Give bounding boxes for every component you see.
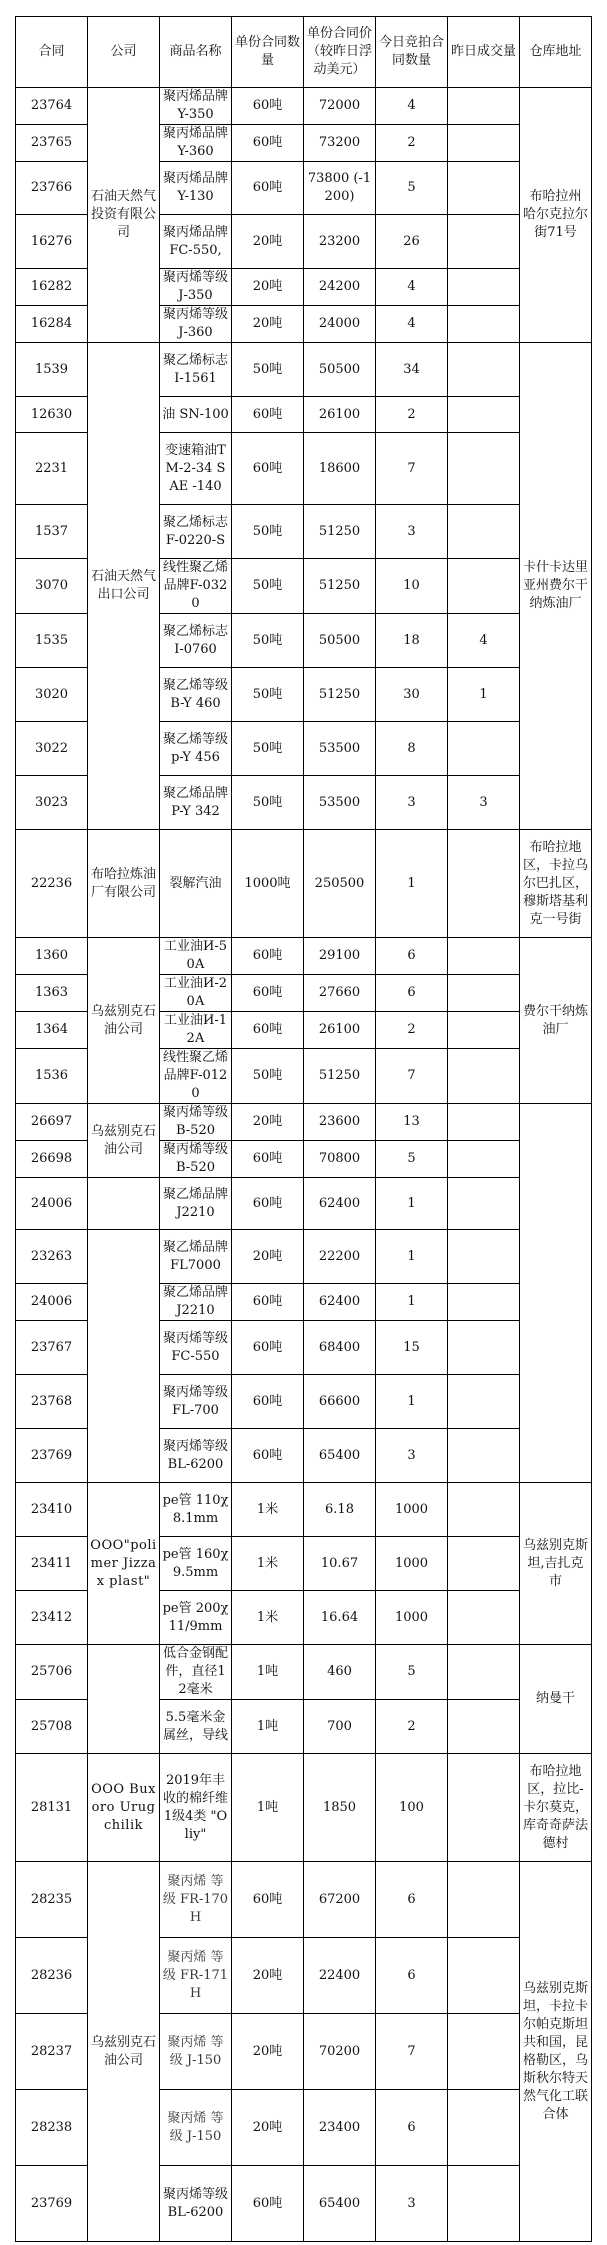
cell-contract: 16282 (16, 269, 88, 306)
cell-contract: 24006 (16, 1284, 88, 1321)
cell-today: 7 (376, 433, 448, 505)
cell-qty: 50吨 (232, 614, 304, 668)
cell-today: 7 (376, 1049, 448, 1104)
cell-yesterday (448, 162, 520, 215)
cell-product: 聚乙烯品牌J2210 (160, 1178, 232, 1230)
cell-product: pe管 160χ 9.5mm (160, 1537, 232, 1591)
cell-yesterday (448, 2014, 520, 2090)
cell-price: 50500 (304, 343, 376, 397)
table-row (16, 1104, 592, 1141)
cell-qty: 1000吨 (232, 830, 304, 938)
cell-contract: 3023 (16, 776, 88, 830)
cell-yesterday (448, 215, 520, 269)
cell-price: 26100 (304, 397, 376, 433)
cell-price: 65400 (304, 1429, 376, 1483)
table-row (16, 1178, 592, 1230)
cell-product: 聚乙烯品牌 FL7000 (160, 1230, 232, 1284)
cell-contract: 1539 (16, 343, 88, 397)
cell-today: 8 (376, 722, 448, 776)
cell-company: OOO Buxoro Urugchilik (88, 1754, 160, 1862)
cell-product: 工业油И-20А (160, 975, 232, 1012)
cell-warehouse (520, 1104, 592, 1483)
cell-price: 50500 (304, 614, 376, 668)
cell-today: 2 (376, 125, 448, 162)
table-row (16, 938, 592, 975)
cell-yesterday (448, 1862, 520, 1938)
cell-product: 聚丙烯 等级 FR-171 H (160, 1938, 232, 2014)
cell-company (88, 1645, 160, 1754)
cell-yesterday (448, 125, 520, 162)
cell-warehouse: 布哈拉州 哈尔克拉尔街71号 (520, 88, 592, 343)
cell-qty: 20吨 (232, 269, 304, 306)
cell-today: 5 (376, 1645, 448, 1700)
cell-yesterday: 4 (448, 614, 520, 668)
cell-qty: 50吨 (232, 722, 304, 776)
cell-contract: 1535 (16, 614, 88, 668)
cell-warehouse: 卡什卡达里亚州费尔干纳炼油厂 (520, 343, 592, 830)
cell-contract: 23765 (16, 125, 88, 162)
table-row (16, 343, 592, 397)
cell-qty: 1吨 (232, 1645, 304, 1700)
cell-contract: 28235 (16, 1862, 88, 1938)
cell-qty: 20吨 (232, 1104, 304, 1141)
header-qty: 单份合同数量 (232, 17, 304, 88)
cell-warehouse: 费尔干纳炼油厂 (520, 938, 592, 1104)
cell-price: 51250 (304, 1049, 376, 1104)
cell-price: 70800 (304, 1141, 376, 1178)
cell-price: 1850 (304, 1754, 376, 1862)
cell-warehouse: 乌兹别克斯坦,吉扎克市 (520, 1483, 592, 1645)
cell-product: 聚乙烯标志 F-0220-S (160, 505, 232, 559)
cell-qty: 1米 (232, 1591, 304, 1645)
cell-yesterday (448, 1321, 520, 1375)
cell-company: 乌兹别克石油公司 (88, 938, 160, 1104)
cell-price: 72000 (304, 88, 376, 125)
cell-company (88, 1178, 160, 1230)
cell-qty: 60吨 (232, 125, 304, 162)
cell-qty: 20吨 (232, 2090, 304, 2166)
cell-qty: 60吨 (232, 938, 304, 975)
contracts-table (15, 16, 592, 2242)
cell-qty: 20吨 (232, 215, 304, 269)
cell-today: 1 (376, 1375, 448, 1429)
cell-today: 5 (376, 162, 448, 215)
cell-qty: 60吨 (232, 1284, 304, 1321)
cell-yesterday (448, 938, 520, 975)
cell-contract: 23769 (16, 1429, 88, 1483)
cell-yesterday (448, 1938, 520, 2014)
cell-today: 2 (376, 1012, 448, 1049)
cell-yesterday (448, 1230, 520, 1284)
cell-today: 7 (376, 2014, 448, 2090)
cell-today: 34 (376, 343, 448, 397)
cell-qty: 60吨 (232, 1862, 304, 1938)
cell-price: 22400 (304, 1938, 376, 2014)
cell-today: 6 (376, 938, 448, 975)
cell-price: 27660 (304, 975, 376, 1012)
cell-today: 3 (376, 2166, 448, 2242)
cell-qty: 60吨 (232, 88, 304, 125)
header-today-count: 今日竞拍合同数量 (376, 17, 448, 88)
cell-warehouse: 布哈拉地区，卡拉乌尔巴扎区，穆斯塔基利克一号街 (520, 830, 592, 938)
cell-yesterday (448, 343, 520, 397)
cell-today: 26 (376, 215, 448, 269)
cell-price: 24200 (304, 269, 376, 306)
cell-contract: 26698 (16, 1141, 88, 1178)
cell-price: 10.67 (304, 1537, 376, 1591)
cell-contract: 22236 (16, 830, 88, 938)
cell-product: 工业油И-50А (160, 938, 232, 975)
cell-today: 1000 (376, 1591, 448, 1645)
cell-yesterday: 1 (448, 668, 520, 722)
cell-contract: 23764 (16, 88, 88, 125)
cell-product: 低合金钢配件，直径12毫米 (160, 1645, 232, 1700)
cell-price: 53500 (304, 776, 376, 830)
cell-today: 6 (376, 975, 448, 1012)
cell-price: 700 (304, 1700, 376, 1754)
cell-today: 4 (376, 269, 448, 306)
cell-price: 67200 (304, 1862, 376, 1938)
cell-product: 聚乙烯等级B-Y 460 (160, 668, 232, 722)
table-row (16, 1483, 592, 1537)
cell-product: 聚丙烯等级J-360 (160, 306, 232, 343)
cell-qty: 60吨 (232, 1429, 304, 1483)
cell-yesterday (448, 1754, 520, 1862)
table-row (16, 88, 592, 125)
cell-price: 24000 (304, 306, 376, 343)
cell-product: 线性聚乙烯品牌F-0320 (160, 559, 232, 614)
cell-product: 聚丙烯等级B-520 (160, 1141, 232, 1178)
cell-price: 53500 (304, 722, 376, 776)
cell-qty: 1吨 (232, 1700, 304, 1754)
cell-qty: 60吨 (232, 1012, 304, 1049)
cell-product: 聚丙烯等级BL-6200 (160, 2166, 232, 2242)
cell-company: OOO"polimer Jizzax plast" (88, 1483, 160, 1645)
cell-price: 66600 (304, 1375, 376, 1429)
cell-contract: 28237 (16, 2014, 88, 2090)
cell-product: 5.5毫米金属丝，导线 (160, 1700, 232, 1754)
cell-product: 聚丙烯品牌Y-130 (160, 162, 232, 215)
cell-contract: 26697 (16, 1104, 88, 1141)
cell-today: 4 (376, 88, 448, 125)
cell-today: 6 (376, 1938, 448, 2014)
cell-yesterday (448, 505, 520, 559)
cell-yesterday (448, 1012, 520, 1049)
cell-yesterday: 3 (448, 776, 520, 830)
cell-yesterday (448, 1104, 520, 1141)
cell-company: 布哈拉炼油厂有限公司 (88, 830, 160, 938)
cell-qty: 1米 (232, 1537, 304, 1591)
cell-today: 1000 (376, 1483, 448, 1537)
header-warehouse: 仓库地址 (520, 17, 592, 88)
cell-company: 乌兹别克石油公司 (88, 1104, 160, 1178)
cell-contract: 1360 (16, 938, 88, 975)
table-row (16, 1645, 592, 1700)
cell-product: 聚丙烯品牌Y-360 (160, 125, 232, 162)
cell-qty: 60吨 (232, 975, 304, 1012)
cell-price: 460 (304, 1645, 376, 1700)
cell-yesterday (448, 397, 520, 433)
cell-yesterday (448, 559, 520, 614)
cell-product: 聚丙烯品牌Y-350 (160, 88, 232, 125)
cell-price: 70200 (304, 2014, 376, 2090)
cell-today: 13 (376, 1104, 448, 1141)
header-contract: 合同 (16, 17, 88, 88)
cell-company: 乌兹别克石油公司 (88, 1862, 160, 2242)
cell-product: 聚丙烯等级FL-700 (160, 1375, 232, 1429)
cell-qty: 60吨 (232, 1375, 304, 1429)
header-product: 商品名称 (160, 17, 232, 88)
cell-company: 石油天然气出口公司 (88, 343, 160, 830)
cell-qty: 60吨 (232, 433, 304, 505)
cell-qty: 60吨 (232, 162, 304, 215)
cell-yesterday (448, 306, 520, 343)
cell-yesterday (448, 1537, 520, 1591)
cell-product: pe管 110χ 8.1mm (160, 1483, 232, 1537)
cell-product: 聚丙烯 等级 J-150 (160, 2014, 232, 2090)
header-company: 公司 (88, 17, 160, 88)
cell-today: 5 (376, 1141, 448, 1178)
cell-qty: 20吨 (232, 2014, 304, 2090)
cell-qty: 50吨 (232, 776, 304, 830)
cell-price: 51250 (304, 559, 376, 614)
cell-contract: 23263 (16, 1230, 88, 1284)
cell-price: 23200 (304, 215, 376, 269)
cell-qty: 20吨 (232, 1230, 304, 1284)
cell-yesterday (448, 1141, 520, 1178)
cell-product: 聚丙烯等级B-520 (160, 1104, 232, 1141)
cell-product: 油 SN-100 (160, 397, 232, 433)
cell-contract: 16284 (16, 306, 88, 343)
cell-yesterday (448, 2166, 520, 2242)
cell-contract: 24006 (16, 1178, 88, 1230)
cell-price: 23400 (304, 2090, 376, 2166)
cell-product: 线性聚乙烯品牌F-0120 (160, 1049, 232, 1104)
cell-today: 1000 (376, 1537, 448, 1591)
cell-price: 73800 (-1200) (304, 162, 376, 215)
cell-product: 工业油И-12А (160, 1012, 232, 1049)
cell-product: 2019年丰收的棉纤维1级4类 "Oliy" (160, 1754, 232, 1862)
cell-product: 聚丙烯品牌FC-550, (160, 215, 232, 269)
cell-today: 10 (376, 559, 448, 614)
cell-contract: 3070 (16, 559, 88, 614)
cell-contract: 28236 (16, 1938, 88, 2014)
cell-yesterday (448, 433, 520, 505)
cell-yesterday (448, 1178, 520, 1230)
cell-yesterday (448, 1645, 520, 1700)
cell-today: 1 (376, 830, 448, 938)
cell-price: 22200 (304, 1230, 376, 1284)
cell-today: 15 (376, 1321, 448, 1375)
cell-price: 62400 (304, 1284, 376, 1321)
cell-price: 250500 (304, 830, 376, 938)
cell-company (88, 1230, 160, 1483)
cell-yesterday (448, 1284, 520, 1321)
header-price: 单份合同价（较昨日浮动美元） (304, 17, 376, 88)
cell-yesterday (448, 1483, 520, 1537)
cell-product: 聚乙烯品牌J2210 (160, 1284, 232, 1321)
cell-contract: 23768 (16, 1375, 88, 1429)
cell-product: 变速箱油TM-2-34 SAE -140 (160, 433, 232, 505)
cell-price: 73200 (304, 125, 376, 162)
cell-yesterday (448, 1591, 520, 1645)
header-yesterday-volume: 昨日成交量 (448, 17, 520, 88)
cell-contract: 23769 (16, 2166, 88, 2242)
cell-price: 51250 (304, 668, 376, 722)
cell-today: 1 (376, 1284, 448, 1321)
table-row (16, 1230, 592, 1284)
cell-contract: 23411 (16, 1537, 88, 1591)
cell-product: 聚丙烯等级BL-6200 (160, 1429, 232, 1483)
cell-qty: 1吨 (232, 1754, 304, 1862)
cell-contract: 1537 (16, 505, 88, 559)
cell-price: 65400 (304, 2166, 376, 2242)
cell-product: 聚丙烯 等级 J-150 (160, 2090, 232, 2166)
cell-yesterday (448, 830, 520, 938)
cell-price: 6.18 (304, 1483, 376, 1537)
cell-contract: 25708 (16, 1700, 88, 1754)
cell-qty: 60吨 (232, 1321, 304, 1375)
cell-contract: 23410 (16, 1483, 88, 1537)
cell-product: 聚乙烯等级p-Y 456 (160, 722, 232, 776)
table-row (16, 830, 592, 938)
cell-qty: 60吨 (232, 2166, 304, 2242)
cell-contract: 1363 (16, 975, 88, 1012)
cell-contract: 2231 (16, 433, 88, 505)
cell-warehouse: 布哈拉地区，拉比-卡尔莫克，库奇奇萨法德村 (520, 1754, 592, 1862)
cell-product: 聚乙烯标志I-0760 (160, 614, 232, 668)
cell-price: 29100 (304, 938, 376, 975)
cell-product: pe管 200χ 11/9mm (160, 1591, 232, 1645)
header-row (16, 17, 592, 88)
cell-today: 6 (376, 1862, 448, 1938)
cell-contract: 3022 (16, 722, 88, 776)
cell-yesterday (448, 975, 520, 1012)
cell-contract: 23766 (16, 162, 88, 215)
cell-today: 1 (376, 1230, 448, 1284)
cell-contract: 23412 (16, 1591, 88, 1645)
cell-warehouse: 乌兹别克斯坦，卡拉卡尔帕克斯坦共和国，昆格勒区，乌斯秋尔特天然气化工联合体 (520, 1862, 592, 2242)
cell-today: 3 (376, 776, 448, 830)
cell-price: 18600 (304, 433, 376, 505)
table-row (16, 1754, 592, 1862)
cell-contract: 28131 (16, 1754, 88, 1862)
cell-yesterday (448, 1700, 520, 1754)
cell-yesterday (448, 1429, 520, 1483)
cell-product: 聚丙烯等级FC-550 (160, 1321, 232, 1375)
cell-qty: 50吨 (232, 343, 304, 397)
cell-today: 2 (376, 1700, 448, 1754)
cell-today: 100 (376, 1754, 448, 1862)
cell-price: 26100 (304, 1012, 376, 1049)
cell-product: 聚乙烯标志I-1561 (160, 343, 232, 397)
cell-qty: 60吨 (232, 397, 304, 433)
cell-contract: 12630 (16, 397, 88, 433)
cell-qty: 1米 (232, 1483, 304, 1537)
cell-price: 23600 (304, 1104, 376, 1141)
cell-company: 石油天然气投资有限公司 (88, 88, 160, 343)
cell-contract: 1364 (16, 1012, 88, 1049)
cell-price: 62400 (304, 1178, 376, 1230)
cell-contract: 28238 (16, 2090, 88, 2166)
cell-qty: 50吨 (232, 505, 304, 559)
cell-product: 聚丙烯等级J-350 (160, 269, 232, 306)
cell-product: 聚丙烯 等级 FR-170 H (160, 1862, 232, 1938)
cell-contract: 1536 (16, 1049, 88, 1104)
cell-today: 30 (376, 668, 448, 722)
cell-product: 裂解汽油 (160, 830, 232, 938)
cell-contract: 23767 (16, 1321, 88, 1375)
cell-today: 18 (376, 614, 448, 668)
cell-today: 3 (376, 1429, 448, 1483)
cell-qty: 20吨 (232, 306, 304, 343)
cell-today: 3 (376, 505, 448, 559)
cell-yesterday (448, 1375, 520, 1429)
cell-yesterday (448, 722, 520, 776)
cell-yesterday (448, 88, 520, 125)
cell-qty: 50吨 (232, 1049, 304, 1104)
cell-yesterday (448, 1049, 520, 1104)
cell-qty: 60吨 (232, 1141, 304, 1178)
cell-contract: 3020 (16, 668, 88, 722)
cell-price: 16.64 (304, 1591, 376, 1645)
cell-today: 2 (376, 397, 448, 433)
cell-contract: 25706 (16, 1645, 88, 1700)
cell-warehouse: 纳曼干 (520, 1645, 592, 1754)
cell-yesterday (448, 269, 520, 306)
cell-contract: 16276 (16, 215, 88, 269)
cell-today: 6 (376, 2090, 448, 2166)
table-row (16, 1862, 592, 1938)
cell-product: 聚乙烯品牌P-Y 342 (160, 776, 232, 830)
cell-price: 68400 (304, 1321, 376, 1375)
cell-today: 4 (376, 306, 448, 343)
cell-qty: 60吨 (232, 1178, 304, 1230)
cell-price: 51250 (304, 505, 376, 559)
cell-qty: 20吨 (232, 1938, 304, 2014)
cell-today: 1 (376, 1178, 448, 1230)
cell-yesterday (448, 2090, 520, 2166)
cell-qty: 50吨 (232, 559, 304, 614)
cell-qty: 50吨 (232, 668, 304, 722)
